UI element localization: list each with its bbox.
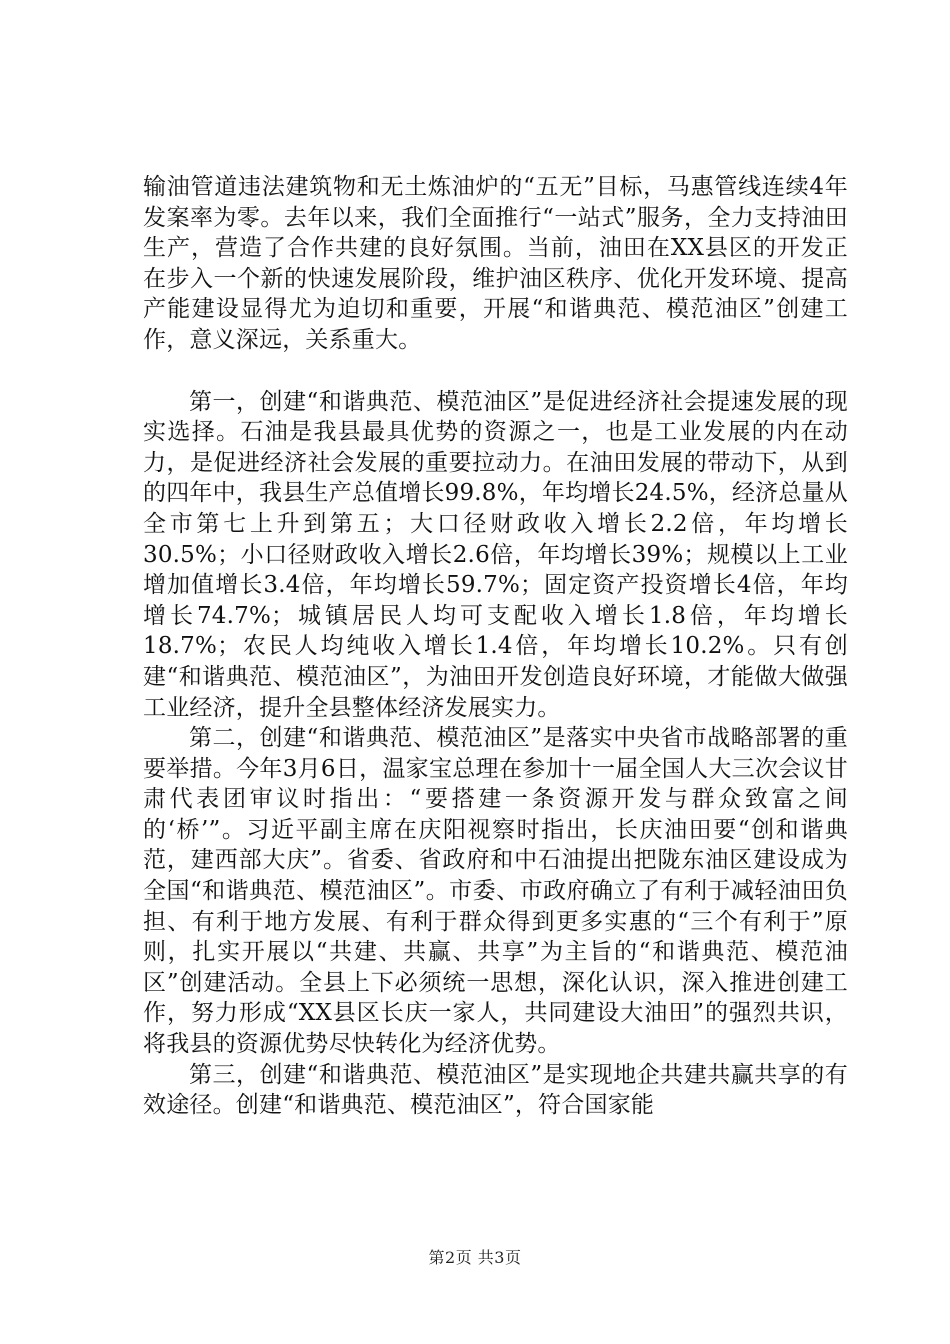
- paragraph-spacer: [143, 356, 848, 387]
- paragraph-first-point: 第一，创建“和谐典范、模范油区”是促进经济社会提速发展的现实选择。石油是我县最具优势的资源之一，也是工业发展的内在动力，是促进经济社会发展的重要拉动力。在油田发展的带动下，从到的四年中，我县生产总值增长99.8%，年均增长24.5%，经济总量从全市第七上升到第五；大口径财政收入增长2.2倍，年均增长30.5%；小口径财政收入增长2.6倍，年均增长39%；规模以上工业增加值增长3.4倍，年均增长59.7%；固定资产投资增长4倍，年均增长74.7%；城镇居民人均可支配收入增长1.8倍，年均增长18.7%；农民人均纯收入增长1.4倍，年均增长10.2%。只有创建“和谐典范、模范油区”，为油田开发创造良好环境，才能做大做强工业经济，提升全县整体经济发展实力。: [143, 388, 848, 721]
- document-body: [143, 172, 848, 1121]
- paragraph-intro: 输油管道违法建筑物和无土炼油炉的“五无”目标，马惠管线连续4年发案率为零。去年以来，我们全面推行“一站式”服务，全力支持油田生产，营造了合作共建的良好氛围。当前，油田在XX县区的开发正在步入一个新的快速发展阶段，维护油区秩序、优化开发环境、提高产能建设显得尤为迫切和重要，开展“和谐典范、模范油区”创建工作，意义深远，关系重大。: [143, 174, 848, 353]
- paragraph-second-point: 第二，创建“和谐典范、模范油区”是落实中央省市战略部署的重要举措。今年3月6日，温家宝总理在参加十一届全国人大三次会议甘肃代表团审议时指出：“要搭建一条资源开发与群众致富之间的‘桥’”。习近平副主席在庆阳视察时指出，长庆油田要“创和谐典范，建西部大庆”。省委、省政府和中石油提出把陇东油区建设成为全国“和谐典范、模范油区”。市委、市政府确立了有利于减轻油田负担、有利于地方发展、有利于群众得到更多实惠的“三个有利于”原则，扎实开展以“共建、共赢、共享”为主旨的“和谐典范、模范油区”创建活动。全县上下必须统一思想，深化认识，深入推进创建工作，努力形成“XX县区长庆一家人，共同建设大油田”的强烈共识，将我县的资源优势尽快转化为经济优势。: [143, 725, 848, 1058]
- page-footer: 第2页 共3页: [428, 1248, 522, 1267]
- paragraph-third-point: 第三，创建“和谐典范、模范油区”是实现地企共建共赢共享的有效途径。创建“和谐典范、模范油区”，符合国家能: [143, 1061, 848, 1119]
